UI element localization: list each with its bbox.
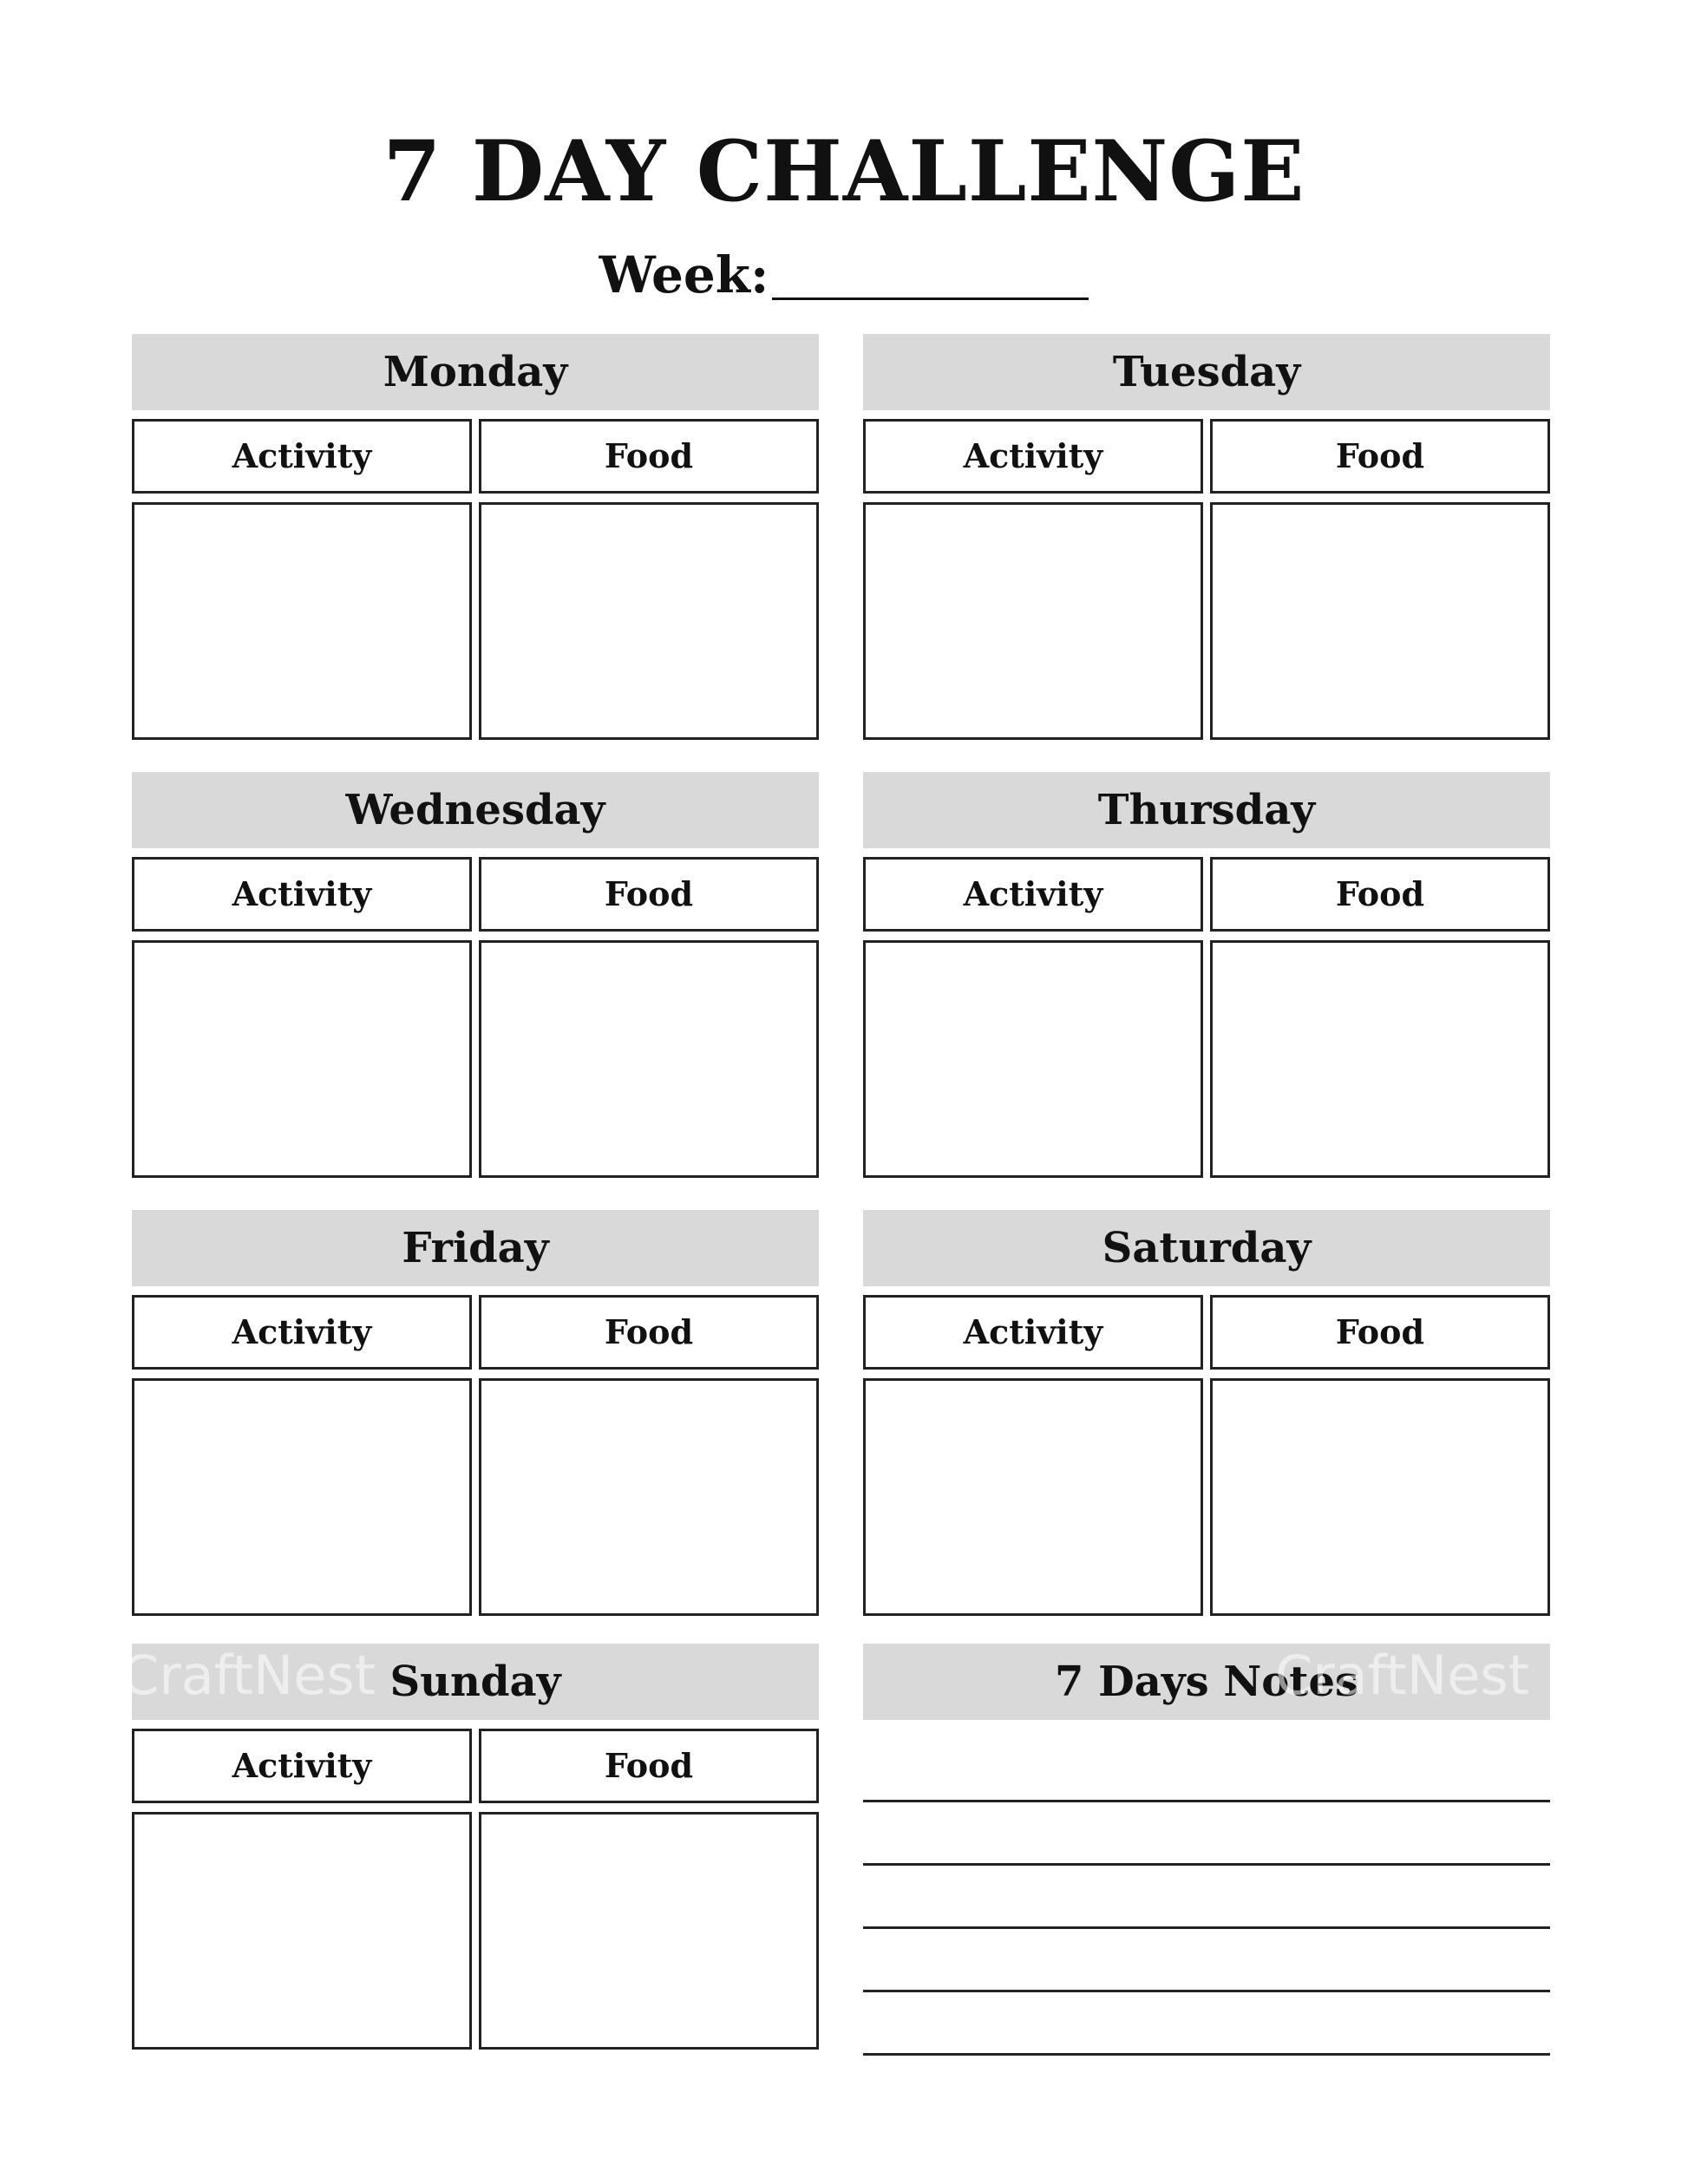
week-input-line[interactable] (772, 252, 1089, 300)
day-header-friday: Friday (132, 1210, 819, 1286)
day-block-thursday (863, 772, 1550, 1178)
food-header: Food (1210, 1295, 1550, 1370)
day-header-thursday: Thursday (863, 772, 1550, 848)
activity-box-saturday[interactable] (863, 1378, 1203, 1616)
food-box-saturday[interactable] (1210, 1378, 1550, 1616)
food-box-monday[interactable] (479, 502, 819, 740)
day-header-sunday: Sunday (132, 1644, 819, 1720)
activity-header: Activity (132, 1295, 472, 1370)
day-header-tuesday: Tuesday (863, 334, 1550, 410)
page-title: 7 DAY CHALLENGE (383, 122, 1305, 220)
note-line[interactable] (863, 1739, 1550, 1802)
activity-header: Activity (132, 857, 472, 932)
day-block-saturday (863, 1210, 1550, 1616)
day-header-wednesday: Wednesday (132, 772, 819, 848)
food-header: Food (1210, 857, 1550, 932)
food-box-friday[interactable] (479, 1378, 819, 1616)
week-label: Week: (599, 245, 769, 304)
activity-header: Activity (132, 1729, 472, 1803)
activity-header: Activity (863, 419, 1203, 494)
food-header: Food (479, 1729, 819, 1803)
activity-header: Activity (132, 419, 472, 494)
activity-box-friday[interactable] (132, 1378, 472, 1616)
notes-block (863, 1644, 1550, 2056)
food-header: Food (1210, 419, 1550, 494)
activity-header: Activity (863, 1295, 1203, 1370)
food-box-sunday[interactable] (479, 1812, 819, 2050)
notes-lines (863, 1739, 1550, 2056)
activity-box-thursday[interactable] (863, 940, 1203, 1178)
food-box-tuesday[interactable] (1210, 502, 1550, 740)
activity-header: Activity (863, 857, 1203, 932)
activity-box-wednesday[interactable] (132, 940, 472, 1178)
day-block-tuesday (863, 334, 1550, 740)
food-header: Food (479, 419, 819, 494)
day-block-friday (132, 1210, 819, 1616)
note-line[interactable] (863, 1866, 1550, 1929)
notes-header: 7 Days Notes (863, 1644, 1550, 1720)
activity-box-tuesday[interactable] (863, 502, 1203, 740)
day-header-monday: Monday (132, 334, 819, 410)
note-line[interactable] (863, 1992, 1550, 2056)
day-block-monday (132, 334, 819, 740)
note-line[interactable] (863, 1802, 1550, 1866)
activity-box-monday[interactable] (132, 502, 472, 740)
food-header: Food (479, 857, 819, 932)
activity-box-sunday[interactable] (132, 1812, 472, 2050)
watermark-text: CraftNest (121, 1644, 376, 1707)
week-label-row (0, 245, 1688, 304)
food-box-thursday[interactable] (1210, 940, 1550, 1178)
note-line[interactable] (863, 1929, 1550, 1992)
food-header: Food (479, 1295, 819, 1370)
day-header-saturday: Saturday (863, 1210, 1550, 1286)
watermark-text: CraftNest (1275, 1644, 1529, 1707)
food-box-wednesday[interactable] (479, 940, 819, 1178)
day-block-wednesday (132, 772, 819, 1178)
day-block-sunday (132, 1644, 819, 2050)
